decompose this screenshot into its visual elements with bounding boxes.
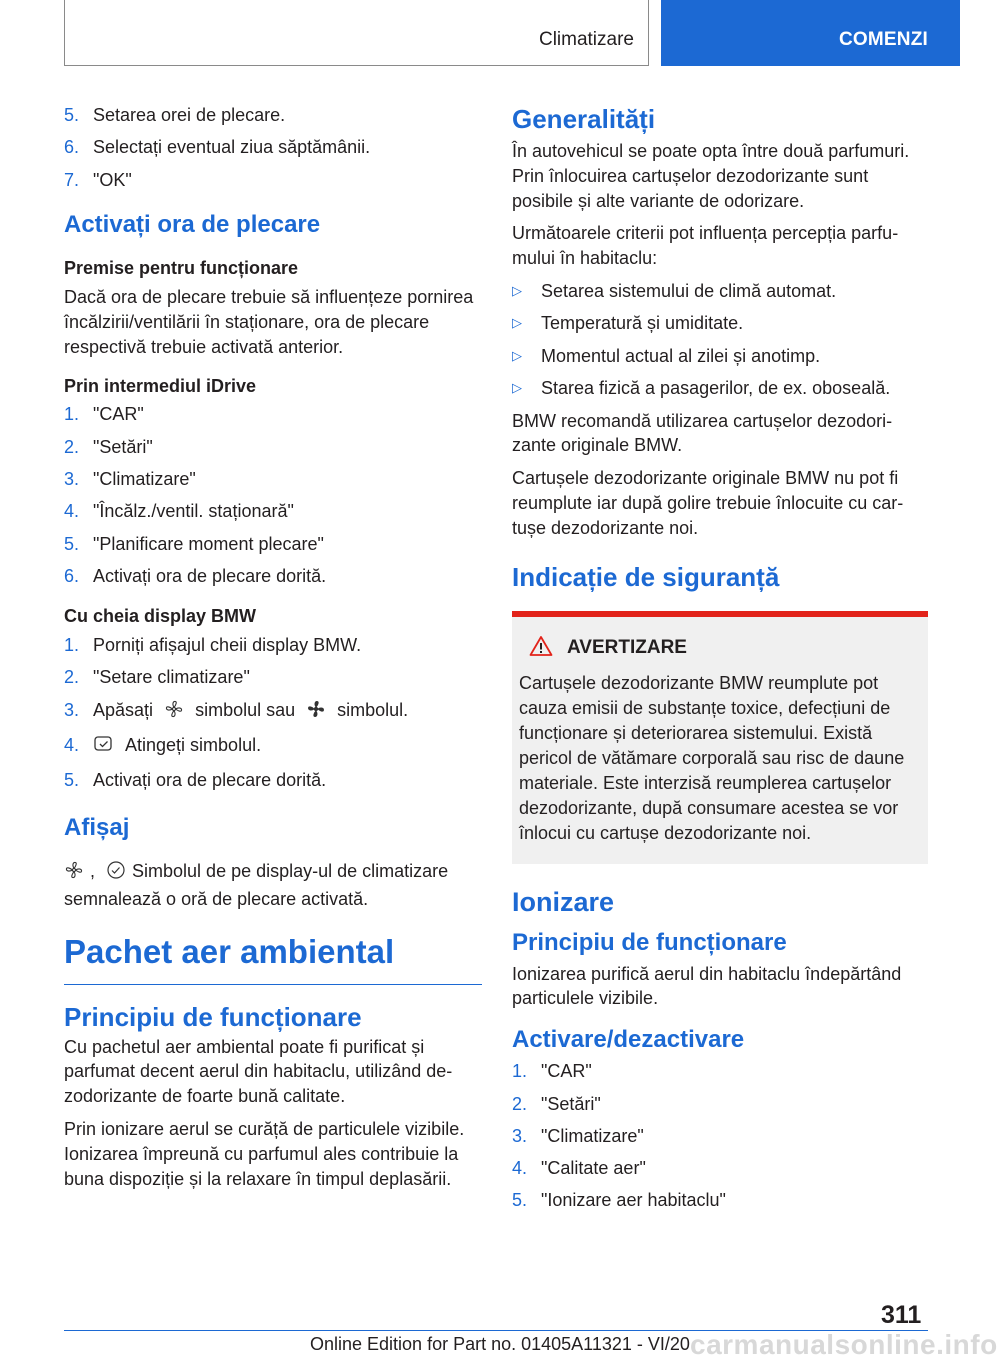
list-item: 4. Atingeți simbolul. [64, 733, 482, 761]
left-column [64, 103, 482, 1191]
clock-icon [106, 860, 126, 887]
list-item: ▷ Setarea sistemului de climă automat. [512, 279, 928, 304]
footer-edition: Online Edition for Part no. 01405A11321 - VI/20 [310, 1334, 690, 1354]
general-text-1: În autovehicul se poate opta între două parfumuri. Prin înlocuirea cartușelor dezodorizante sunt posibile și alte variante de odorizare. [512, 141, 910, 211]
page-number: 311 [881, 1301, 922, 1329]
general-heading: Generalități [512, 104, 656, 134]
bullet-triangle-icon: ▷ [512, 315, 522, 331]
list-item: ▷ Starea fizică a pasagerilor, de ex. oboseală. [512, 376, 928, 401]
principle-heading: Principiu de funcționare [64, 1001, 362, 1032]
display-heading: Afișaj [64, 813, 130, 841]
bullet-triangle-icon: ▷ [512, 347, 522, 363]
list-item: 3. "Climatizare" [64, 468, 196, 489]
idrive-heading: Prin intermediul iDrive [64, 375, 257, 396]
steps-top [64, 103, 482, 192]
package-heading: Pachet aer ambiental [64, 932, 482, 985]
key-heading: Cu cheia display BMW [64, 606, 257, 627]
list-item: 5. Activați ora de plecare dorită. [64, 770, 327, 791]
list-item: 1. Porniți afișajul cheii display BMW. [64, 634, 362, 655]
ion-principle-text: Ionizarea purifică aerul din habitaclu îndepărtând particulele vizibile. [512, 963, 902, 1009]
list-item: 4. "Calitate aer" [512, 1158, 646, 1179]
list-item: ▷ Temperatură și umiditate. [512, 311, 928, 336]
list-item: 2. "Setare climatizare" [64, 667, 250, 688]
ion-toggle-heading: Activare/dezactivare [512, 1026, 745, 1054]
principle-text-2: Prin ionizare aerul se curăță de particulele vizibile. Ionizarea împreună cu parfumul ales contribuie la buna dispoziție și la relaxare în timpul deplasării. [64, 1118, 465, 1189]
header-chapter-title: COMENZI [838, 29, 928, 50]
display-text: , Simbolul de pe display-ul de climatizare semnalează o oră de plecare activată. [64, 860, 449, 909]
list-item: 3. Apăsați simbolul sau simbolul. [64, 698, 482, 726]
list-item: 2. "Setări" [64, 436, 153, 457]
bullet-triangle-icon: ▷ [512, 282, 522, 298]
activate-heading: Activați ora de plecare [64, 211, 321, 239]
list-item: 5. Setarea orei de plecare. [64, 105, 286, 125]
fan-icon [64, 860, 84, 887]
warning-text: Cartușele dezodorizante BMW reumplute pot cauza emisii de substanțe toxice, defecțiuni de funcționare și deteriorarea sistemului. Există pericol de vătămare corporală sau risc de daune materiale. Este interzisă reumplerea cartușelor dezodorizante, după consumare acestea se vor înlocui cu cartușe dezodorizante noi. [519, 672, 905, 843]
ionization-heading: Ionizare [512, 886, 615, 917]
ion-principle-heading: Principiu de funcționare [512, 928, 787, 956]
header-section-title: Climatizare [538, 29, 634, 50]
premise-heading: Premise pentru funcționare [64, 258, 299, 279]
list-item: 5. "Ionizare aer habitaclu" [512, 1190, 726, 1211]
list-item: ▷ Momentul actual al zilei și anotimp. [512, 344, 928, 369]
header-chapter-tab[interactable] [661, 0, 960, 66]
watermark: carmanualsonline.info [690, 1329, 998, 1360]
list-item: 1. "CAR" [512, 1061, 592, 1082]
list-item: 2. "Setări" [512, 1093, 601, 1114]
fan-dense-icon [306, 699, 326, 726]
general-text-3: BMW recomandă utilizarea cartușelor dezodorizante originale BMW. [512, 410, 893, 456]
list-item: 7. "OK" [64, 169, 132, 190]
criteria-list [512, 279, 928, 401]
warning-box [512, 611, 928, 864]
key-steps [64, 633, 482, 793]
list-item: 6. Activați ora de plecare dorită. [64, 565, 327, 586]
premise-text: Dacă ora de plecare trebuie să influențeze pornirea încălzirii/ventilării în staționare, ora de plecare respectivă trebuie activată anterior. [64, 287, 474, 357]
fan-icon [164, 699, 184, 726]
safety-heading: Indicație de siguranță [512, 561, 780, 592]
header-section-box [64, 0, 649, 66]
warning-label: AVERTIZARE [567, 636, 687, 658]
idrive-steps [64, 402, 482, 588]
warning-triangle-icon [529, 635, 553, 665]
list-item: 1. "CAR" [64, 404, 144, 425]
principle-text-1: Cu pachetul aer ambiental poate fi purificat și parfumat decent aerul din habitaclu, utilizând dezodorizante de foarte bună calitate. [64, 1036, 453, 1107]
bullet-triangle-icon: ▷ [512, 379, 522, 395]
right-column [512, 103, 928, 1221]
list-item: 4. "Încălz./ventil. staționară" [64, 501, 294, 522]
key-display-icon [93, 734, 115, 761]
list-item: 3. "Climatizare" [512, 1125, 644, 1146]
general-text-2: Următoarele criterii pot influența percepția parfumului în habitaclu: [512, 223, 899, 269]
list-item: 5. "Planificare moment plecare" [64, 533, 324, 554]
ion-steps [512, 1059, 928, 1213]
general-text-4: Cartușele dezodorizante originale BMW nu pot fi reumplute iar după golire trebuie înlocuite cu cartușe dezodorizante noi. [512, 468, 904, 538]
list-item: 6. Selectați eventual ziua săptămânii. [64, 137, 371, 158]
